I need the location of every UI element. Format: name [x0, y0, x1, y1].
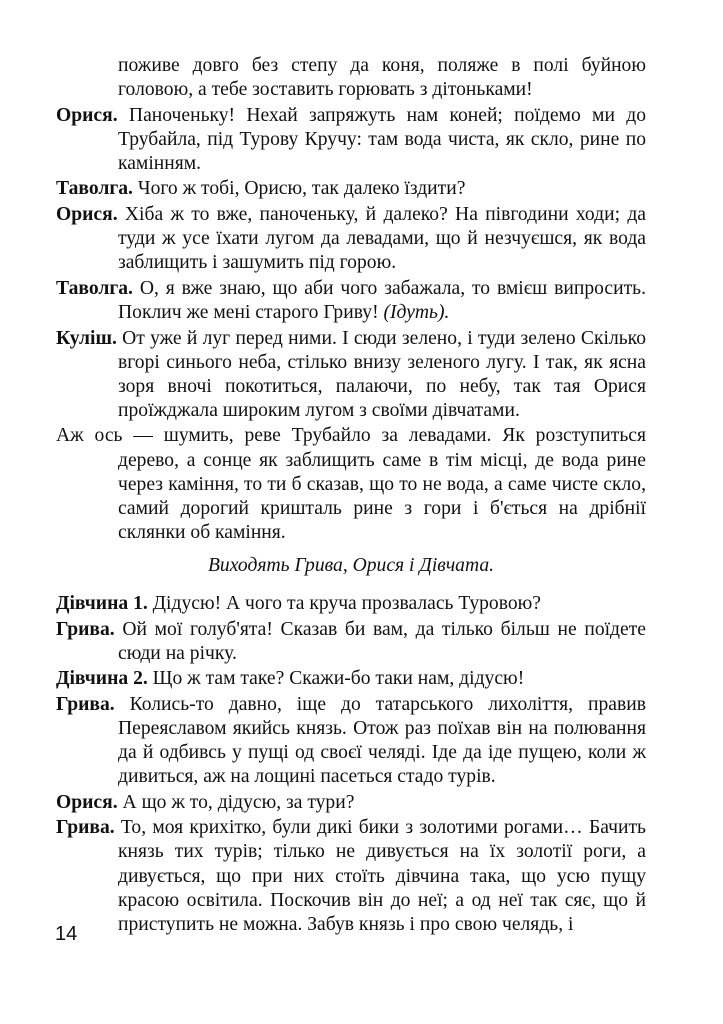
narration-paragraph: [56, 424, 646, 544]
speaker-name: Орися.: [56, 204, 118, 226]
speech-text: Паноченьку! Нехай запряжуть нам коней; поїдемо ми до Трубайла, під Турову Кручу: там вода чиста, як скло, рине по камінням.: [117, 104, 646, 174]
speech-paragraph: [56, 104, 646, 176]
page-text: [56, 54, 646, 938]
speech-text: Що ж там таке? Скажи-бо таки нам, дідусю!: [147, 668, 525, 690]
speaker-name: Таволга.: [56, 277, 133, 299]
speaker-name: Грива.: [56, 618, 115, 640]
speech-paragraph: [56, 203, 646, 275]
speech-paragraph: [56, 816, 646, 936]
speaker-name: Дівчина 1.: [56, 592, 148, 614]
speech-text: Колись-то давно, іще до татарського лихоліття, правив Переяславом якийсь князь. Отож раз поїхав він на полювання да й одбивсь у пущі од своєї челяді. Іде да іде пущею, коли ж дивиться, аж на лощині пасеться стадо турів.: [114, 693, 646, 788]
speaker-name: Таволга.: [56, 178, 133, 200]
speech-paragraph: [56, 277, 646, 325]
speech-text: А що ж то, дідусю, за тури?: [117, 791, 355, 813]
speech-paragraph: [56, 693, 646, 789]
speech-text: Ой мої голуб'ята! Сказав би вам, да тілько більш не поїдете сюди на річку.: [114, 618, 646, 664]
speaker-name: Орися.: [56, 791, 118, 813]
speech-text: О, я вже знаю, що аби чого забажала, то вмієш випросить. Поклич же мені старого Гриву!: [118, 277, 646, 323]
paragraph-text: Аж ось — шумить, реве Трубайло за левадами. Як розступиться дерево, а сонце як заблищить саме в тім місці, де вода рине через каміння, то ти б сказав, що то не вода, а саме чисте скло, самий дорогий кришталь рине з гори і б'ється на дрібнії склянки об каміння.: [56, 425, 646, 543]
speaker-name: Дівчина 2.: [56, 668, 148, 690]
page-number: 14: [55, 923, 78, 945]
speech-paragraph: [56, 592, 646, 616]
speech-text: Хіба ж то вже, паноченьку, й далеко? На півгодини ходи; да туди ж усе їхати лугом да левадами, що й незчуєшся, як вода заблищить і зашумить під горою.: [117, 204, 646, 274]
speech-paragraph: [56, 327, 646, 423]
speech-paragraph: [56, 667, 646, 691]
speech-paragraph: [56, 177, 646, 201]
paragraph-text: поживе довго без степу да коня, поляже в полі буйною головою, а тебе зоставить горювать з дітоньками!: [118, 55, 646, 101]
speaker-name: Грива.: [56, 817, 115, 839]
speech-text: То, моя крихітко, були дикі бики з золотими рогами… Бачить князь тих турів; тілько не дивується на їх золотії роги, а дивується, що при них стоїть дівчина така, що усю пущу красою освітила. Поскочив він до неї; а од неї так сяє, що й приступить не можна. Забув князь і про свою челядь, і: [114, 817, 646, 935]
speech-paragraph: [56, 791, 646, 815]
speaker-name: Грива.: [56, 693, 115, 715]
speech-paragraph: [56, 618, 646, 666]
scene-direction: Виходять Грива, Орися і Дівчата.: [207, 554, 495, 576]
speaker-name: Орися.: [56, 104, 118, 126]
continuation-paragraph: [56, 54, 646, 102]
speech-text: Чого ж тобі, Орисю, так далеко їздити?: [132, 178, 466, 200]
speech-text: Дідусю! А чого та круча прозвалась Туровою?: [147, 592, 541, 614]
speech-text: От уже й луг перед ними. І сюди зелено, і туди зелено Скілько вгорі синього неба, стілько внизу зеленого лугу. І так, як ясна зоря вночі покотиться, палаючи, по небу, так тая Орися проїжджала широким лугом з своїми дівчатами.: [116, 327, 646, 421]
speaker-name: Куліш.: [56, 327, 117, 349]
stage-direction: (Ідуть).: [383, 301, 450, 323]
